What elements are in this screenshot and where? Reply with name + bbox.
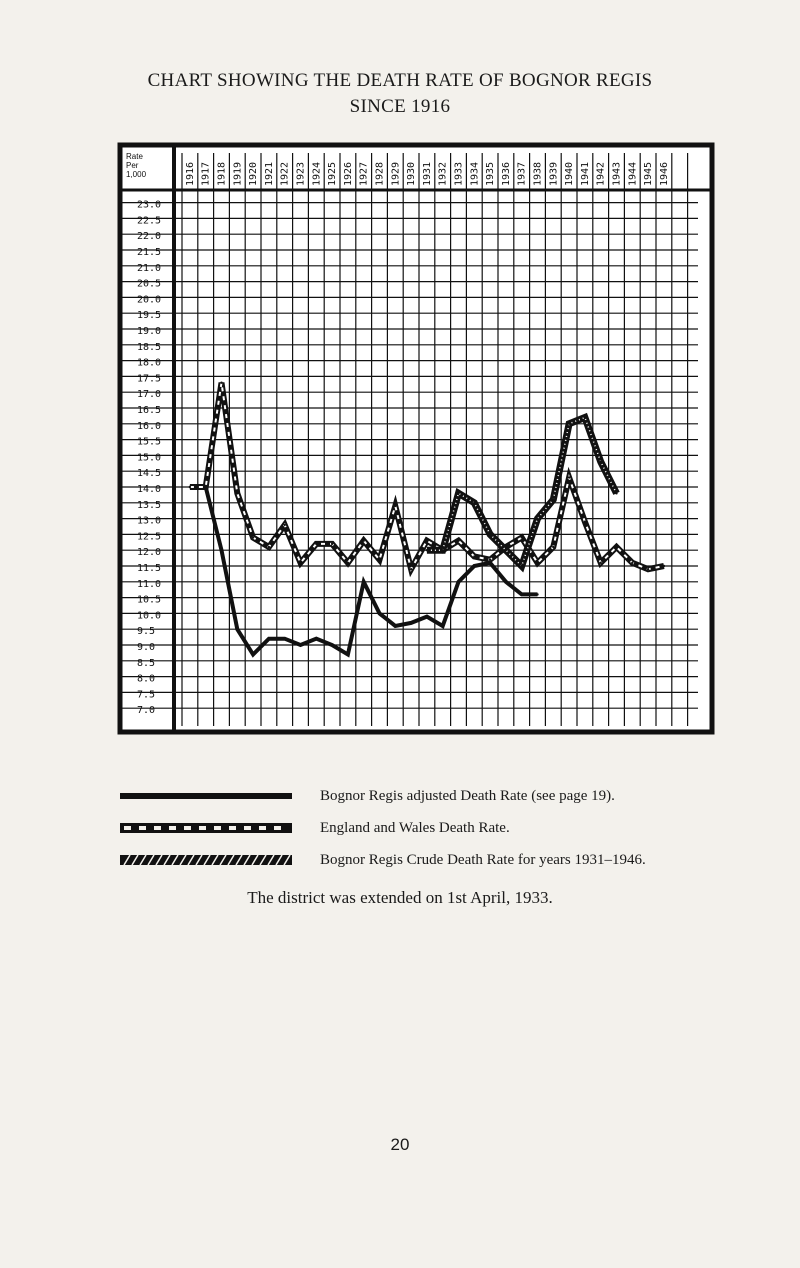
x-tick-label: 1936 — [500, 161, 512, 186]
data-point-solid — [331, 644, 333, 646]
legend-item-adjusted — [120, 784, 740, 808]
data-point-solid — [394, 625, 396, 627]
data-point-barred — [331, 543, 333, 545]
y-tick-label: 9.0 — [137, 642, 156, 653]
data-point-hatched — [457, 492, 459, 494]
y-tick-label: 21.5 — [137, 247, 162, 258]
data-point-solid — [268, 637, 270, 639]
x-tick-label: 1944 — [627, 161, 639, 186]
legend-swatch-solid — [120, 789, 292, 803]
data-point-barred — [631, 562, 633, 564]
x-tick-label: 1932 — [437, 161, 449, 186]
data-point-solid — [315, 637, 317, 639]
y-tick-label: 19.0 — [137, 326, 162, 337]
data-point-barred — [647, 568, 649, 570]
data-point-hatched — [552, 498, 554, 500]
data-point-barred — [284, 524, 286, 526]
x-tick-label: 1924 — [311, 161, 323, 186]
data-point-barred — [252, 536, 254, 538]
legend-item-england-wales — [120, 816, 740, 840]
x-tick-label: 1946 — [658, 161, 670, 186]
data-point-barred — [363, 540, 365, 542]
y-tick-label: 17.0 — [137, 389, 162, 401]
x-tick-label: 1922 — [279, 161, 291, 186]
corner-label: 1,000 — [126, 170, 147, 179]
x-tick-label: 1921 — [263, 161, 275, 186]
data-point-barred — [220, 382, 222, 384]
y-tick-label: 9.5 — [137, 626, 156, 638]
y-tick-label: 17.5 — [137, 373, 162, 385]
x-tick-label: 1943 — [611, 161, 623, 186]
x-tick-label: 1930 — [406, 161, 418, 186]
y-tick-label: 10.0 — [137, 610, 162, 622]
x-tick-label: 1940 — [564, 161, 576, 186]
data-point-barred — [410, 568, 412, 570]
y-tick-label: 13.5 — [137, 499, 162, 511]
data-point-barred — [299, 562, 301, 564]
x-tick-label: 1933 — [453, 161, 465, 186]
x-tick-label: 1931 — [421, 161, 433, 186]
x-tick-label: 1916 — [184, 161, 196, 186]
x-tick-label: 1928 — [374, 161, 386, 186]
data-point-barred — [457, 540, 459, 542]
chart-frame — [120, 145, 712, 732]
data-point-hatched — [536, 517, 538, 519]
y-tick-label: 8.5 — [137, 657, 156, 669]
data-point-barred — [584, 521, 586, 523]
y-tick-label: 7.0 — [137, 705, 156, 717]
x-tick-label: 1918 — [216, 161, 228, 186]
data-point-solid — [521, 593, 523, 595]
data-point-barred — [268, 546, 270, 548]
title-line-2: SINCE 1916 — [349, 96, 451, 117]
x-tick-label: 1926 — [342, 161, 354, 186]
data-point-barred — [489, 558, 491, 560]
x-tick-label: 1935 — [485, 161, 497, 186]
data-point-solid — [473, 565, 475, 567]
data-point-barred — [521, 536, 523, 538]
data-point-solid — [410, 622, 412, 624]
data-point-hatched — [442, 549, 444, 551]
data-point-hatched — [473, 502, 475, 504]
data-point-solid — [252, 653, 254, 655]
legend-swatch-hatched — [120, 853, 292, 867]
y-tick-label: 11.5 — [137, 563, 162, 574]
page-number: 20 — [390, 1135, 410, 1154]
data-point-barred — [394, 505, 396, 507]
y-tick-label: 20.5 — [137, 278, 162, 290]
legend-swatch-barred — [120, 821, 292, 835]
y-tick-label: 23.0 — [137, 199, 162, 211]
data-point-hatched — [568, 423, 570, 425]
data-point-hatched — [600, 461, 602, 463]
x-tick-label: 1942 — [595, 161, 607, 186]
legend-item-crude — [120, 848, 740, 872]
x-tick-label: 1925 — [327, 161, 339, 186]
data-point-barred — [536, 562, 538, 564]
y-tick-label: 21.0 — [137, 262, 162, 274]
data-point-hatched — [584, 416, 586, 418]
data-point-hatched — [426, 549, 428, 551]
title-line-1: CHART SHOWING THE DEATH RATE OF BOGNOR REGIS — [147, 70, 653, 91]
y-tick-label: 22.0 — [137, 231, 162, 243]
x-tick-label: 1934 — [469, 161, 481, 186]
data-point-barred — [236, 492, 238, 494]
district-note: The district was extended on 1st April, 1933. — [247, 888, 553, 907]
data-point-barred — [189, 486, 191, 488]
legend-label: Bognor Regis adjusted Death Rate (see page 19). — [320, 787, 615, 804]
data-point-solid — [363, 581, 365, 583]
data-point-barred — [615, 546, 617, 548]
corner-label: Per — [126, 161, 139, 170]
data-point-hatched — [615, 492, 617, 494]
data-point-barred — [315, 543, 317, 545]
y-tick-label: 15.5 — [137, 436, 162, 448]
corner-label: Rate — [126, 152, 143, 161]
x-tick-label: 1923 — [295, 161, 307, 186]
y-tick-label: 16.5 — [137, 405, 162, 416]
x-tick-label: 1939 — [548, 161, 560, 186]
data-point-hatched — [521, 565, 523, 567]
data-point-solid — [299, 644, 301, 646]
x-tick-label: 1917 — [200, 161, 212, 186]
data-point-solid — [220, 549, 222, 551]
data-point-solid — [505, 581, 507, 583]
data-point-barred — [473, 555, 475, 557]
x-tick-label: 1945 — [643, 161, 655, 186]
y-tick-label: 14.0 — [137, 484, 162, 495]
data-point-solid — [442, 625, 444, 627]
y-tick-label: 16.0 — [137, 420, 162, 432]
y-tick-label: 14.5 — [137, 468, 162, 480]
y-tick-label: 11.0 — [137, 578, 162, 590]
y-tick-label: 18.5 — [137, 341, 162, 353]
legend — [120, 784, 740, 880]
y-tick-label: 18.0 — [137, 357, 162, 369]
x-tick-label: 1920 — [248, 161, 260, 186]
x-tick-label: 1938 — [532, 161, 544, 186]
data-point-barred — [552, 546, 554, 548]
y-tick-label: 8.0 — [137, 673, 156, 685]
y-tick-label: 15.0 — [137, 452, 162, 464]
y-tick-label: 20.0 — [137, 294, 162, 306]
x-tick-label: 1929 — [390, 161, 402, 186]
data-point-solid — [426, 615, 428, 617]
data-point-barred — [378, 558, 380, 560]
data-point-solid — [236, 628, 238, 630]
data-point-barred — [205, 486, 207, 488]
legend-label: Bognor Regis Crude Death Rate for years 1931–1946. — [320, 851, 646, 868]
y-tick-label: 12.5 — [137, 531, 162, 543]
data-point-solid — [347, 653, 349, 655]
x-tick-label: 1919 — [232, 161, 244, 186]
data-point-barred — [568, 476, 570, 478]
x-tick-label: 1941 — [579, 161, 591, 186]
y-tick-label: 12.0 — [137, 547, 162, 559]
y-tick-label: 22.5 — [137, 215, 162, 227]
y-tick-label: 10.5 — [137, 594, 162, 606]
legend-label: England and Wales Death Rate. — [320, 819, 510, 836]
data-point-barred — [347, 562, 349, 564]
y-tick-label: 19.5 — [137, 310, 162, 322]
data-point-hatched — [489, 533, 491, 535]
x-tick-label: 1927 — [358, 161, 370, 186]
data-point-solid — [457, 581, 459, 583]
data-point-barred — [663, 565, 665, 567]
x-tick-label: 1937 — [516, 161, 528, 186]
data-point-barred — [600, 562, 602, 564]
y-tick-label: 7.5 — [137, 689, 156, 701]
y-tick-label: 13.0 — [137, 515, 162, 527]
data-point-hatched — [505, 549, 507, 551]
data-point-solid — [378, 612, 380, 614]
data-point-solid — [284, 637, 286, 639]
data-point-solid — [536, 593, 538, 595]
data-point-barred — [426, 540, 428, 542]
